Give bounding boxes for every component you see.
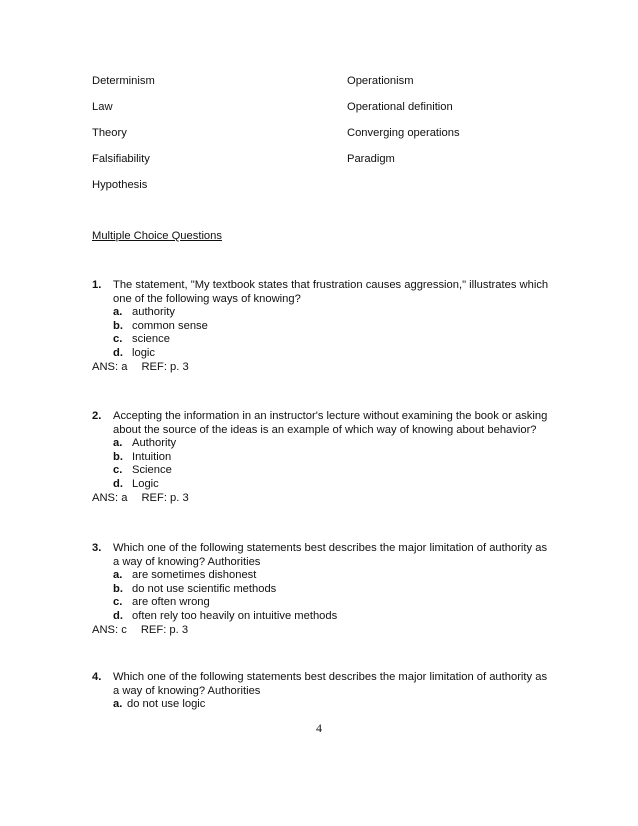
answer-reference: REF: p. 3 — [141, 491, 189, 504]
term-row — [92, 73, 572, 99]
option-text: Authority — [132, 437, 177, 450]
answer-line — [92, 361, 572, 375]
answer-reference: REF: p. 3 — [140, 623, 189, 636]
answer-line — [92, 624, 572, 638]
question-stem — [92, 542, 572, 556]
term-row — [92, 125, 572, 151]
option-letter: b. — [113, 450, 123, 463]
option-d — [92, 478, 572, 492]
option-letter: c. — [113, 333, 123, 346]
option-d — [92, 610, 572, 624]
answer-line — [92, 492, 572, 506]
option-a — [92, 569, 572, 583]
option-text: are sometimes dishonest — [132, 569, 257, 582]
term-row — [92, 177, 572, 203]
option-d — [92, 347, 572, 361]
option-a — [92, 437, 572, 451]
question-number: 3. — [92, 542, 102, 554]
option-c — [92, 596, 572, 610]
option-text: common sense — [132, 319, 208, 332]
option-a — [92, 306, 572, 320]
term: Theory — [92, 127, 127, 139]
question-stem — [92, 279, 572, 293]
option-letter: c. — [113, 464, 123, 477]
question-text: Which one of the following statements best describes the major limitation of authority as — [113, 671, 548, 683]
question-2 — [92, 410, 572, 505]
term: Hypothesis — [92, 179, 148, 191]
answer-key: ANS: a — [92, 360, 128, 373]
option-b — [92, 583, 572, 597]
option-text: authority — [132, 306, 175, 319]
question-text: Which one of the following statements best describes the major limitation of authority as — [113, 542, 548, 554]
term-row — [92, 99, 572, 125]
option-letter: b. — [113, 582, 123, 595]
question-number: 2. — [92, 410, 102, 422]
question-number: 4. — [92, 671, 102, 683]
section-heading: Multiple Choice Questions — [92, 230, 222, 242]
question-stem — [92, 671, 572, 685]
question-text-continued: about the source of the ideas is an example of which way of knowing about behavior? — [113, 423, 537, 436]
question-text: The statement, "My textbook states that frustration causes aggression," illustrates which — [113, 279, 549, 291]
option-letter: d. — [113, 346, 123, 359]
term: Law — [92, 101, 113, 113]
question-text-continued: a way of knowing? Authorities — [113, 555, 261, 568]
answer-key: ANS: a — [92, 491, 128, 504]
term: Operationism — [347, 75, 414, 87]
term: Determinism — [92, 75, 155, 87]
question-1 — [92, 279, 572, 374]
option-text: Intuition — [132, 450, 172, 463]
question-text-continued: a way of knowing? Authorities — [113, 684, 261, 697]
term: Converging operations — [347, 127, 460, 139]
option-text: logic — [132, 346, 156, 359]
key-terms-list — [92, 73, 572, 203]
option-text: do not use scientific methods — [132, 582, 277, 595]
option-letter: a. — [113, 306, 123, 319]
page-number: 4 — [316, 721, 322, 735]
term: Paradigm — [347, 153, 395, 165]
option-letter: a. — [113, 437, 123, 450]
question-number: 1. — [92, 279, 102, 291]
term: Falsifiability — [92, 153, 150, 165]
term-row — [92, 151, 572, 177]
term: Operational definition — [347, 101, 453, 113]
question-4 — [92, 671, 572, 712]
option-text: often rely too heavily on intuitive methods — [132, 609, 338, 622]
option-letter: a. — [113, 698, 123, 711]
option-b — [92, 320, 572, 334]
option-text: Science — [132, 464, 172, 477]
question-3 — [92, 542, 572, 637]
option-letter: b. — [113, 319, 123, 332]
option-text: science — [132, 333, 170, 346]
answer-key: ANS: c — [92, 623, 127, 636]
option-b — [92, 451, 572, 465]
question-stem — [92, 410, 572, 424]
option-letter: c. — [113, 596, 123, 609]
option-letter: d. — [113, 477, 123, 490]
option-c — [92, 464, 572, 478]
option-a — [92, 698, 572, 712]
option-letter: d. — [113, 609, 123, 622]
answer-reference: REF: p. 3 — [141, 360, 189, 373]
option-c — [92, 333, 572, 347]
question-text-continued: one of the following ways of knowing? — [113, 292, 301, 305]
option-letter: a. — [113, 569, 123, 582]
question-text: Accepting the information in an instructor's lecture without examining the book or asking — [113, 410, 548, 422]
option-text: do not use logic — [127, 698, 206, 711]
option-text: are often wrong — [132, 596, 210, 609]
option-text: Logic — [132, 477, 159, 490]
